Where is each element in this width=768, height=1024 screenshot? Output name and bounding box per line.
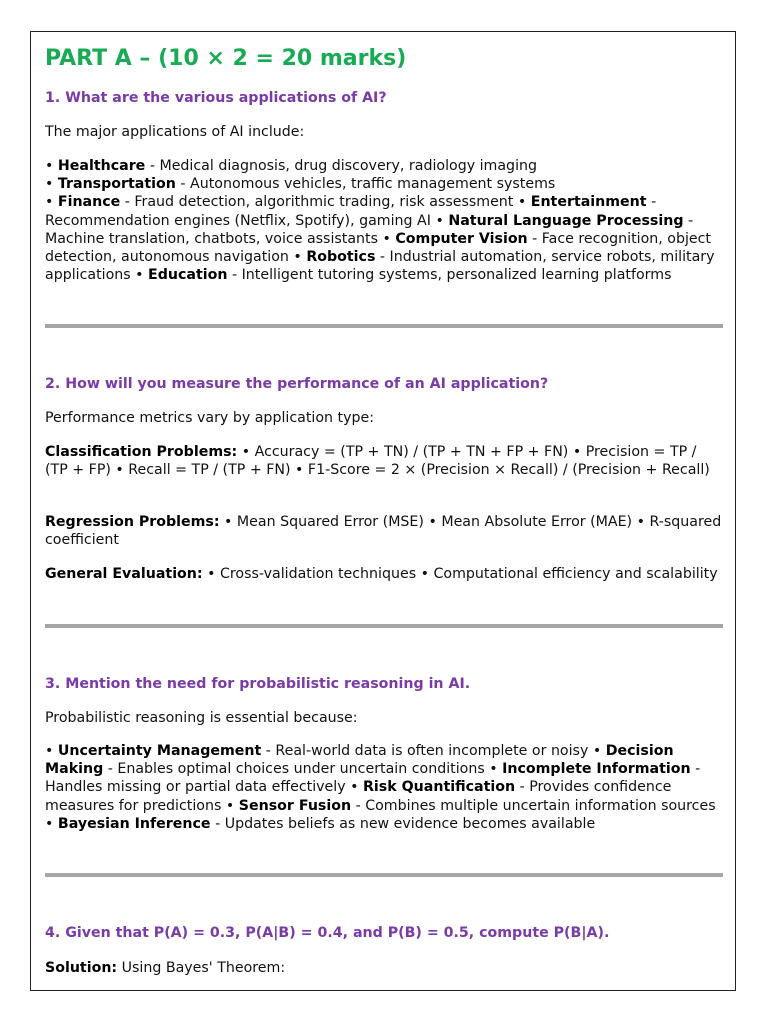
- group-text: • Cross-validation techniques • Computational efficiency and scalability: [202, 566, 718, 582]
- question-2-intro-block: [45, 409, 723, 427]
- question-1-answer: [45, 157, 723, 284]
- page-title: PART A – (10 × 2 = 20 marks): [45, 46, 407, 71]
- list-item-text: - Intelligent tutoring systems, personalized learning platforms: [227, 267, 672, 284]
- list-item-term: Risk Quantification: [363, 779, 516, 796]
- question-1-intro-block: [45, 123, 723, 141]
- group-label: General Evaluation:: [45, 566, 203, 582]
- list-item-text: - Medical diagnosis, drug discovery, radiology imaging: [145, 158, 538, 174]
- list-item-term: Robotics: [306, 249, 376, 266]
- question-2-group-3: [45, 565, 723, 583]
- section-divider: [45, 873, 723, 877]
- question-2: [45, 376, 723, 392]
- list-item-term: Healthcare: [57, 158, 146, 174]
- list-item-text: - Real-world data is often incomplete or noisy: [261, 743, 589, 759]
- list-item-text: - Machine translation, chatbots, voice assistants: [45, 212, 694, 247]
- list-item-text: - Industrial automation, service robots, military applications: [45, 249, 715, 284]
- question-3-heading: 3. Mention the need for probabilistic reasoning in AI.: [45, 676, 471, 692]
- question-1-list: • Healthcare - Medical diagnosis, drug discovery, radiology imaging • Transportation - Autonomous vehicles, traffic management systems • Finance - Fraud detection, algorithmic trading, risk assessment • Entertainment - Recommendation engines (Netflix, Spotify), gaming AI • Natural Language Processing - Machine translation, chatbots, voice assistants • Computer Vision - Face recognition, object detection, autonomous navigation • Robotics - Industrial automation, service robots, military applications • Education - Intelligent tutoring systems, personalized learning platforms: [45, 158, 715, 284]
- list-item-text: - Fraud detection, algorithmic trading, risk assessment: [120, 194, 514, 211]
- question-2-group-1: [45, 443, 723, 479]
- question-2-heading: 2. How will you measure the performance of an AI application?: [45, 376, 549, 392]
- question-1-intro: The major applications of AI include:: [45, 124, 305, 140]
- question-4-heading: 4. Given that P(A) = 0.3, P(A|B) = 0.4, and P(B) = 0.5, compute P(B|A).: [45, 925, 610, 941]
- list-item-text: - Combines multiple uncertain information sources: [351, 797, 716, 814]
- list-item-term: Uncertainty Management: [57, 743, 262, 759]
- question-2-intro: Performance metrics vary by application type:: [45, 410, 374, 426]
- list-item-text: - Autonomous vehicles, traffic management systems: [175, 176, 556, 193]
- group-text: • Mean Squared Error (MSE) • Mean Absolute Error (MAE) • R-squared coefficient: [45, 514, 722, 549]
- list-item-term: Bayesian Inference: [57, 815, 211, 832]
- list-item-term: Sensor Fusion: [238, 797, 352, 814]
- list-item-term: Entertainment: [530, 194, 647, 211]
- list-item-text: - Updates beliefs as new evidence becomes available: [210, 815, 596, 832]
- question-4: [45, 925, 723, 941]
- section-divider: [45, 624, 723, 628]
- list-item-term: Transportation: [57, 176, 176, 193]
- question-3-intro: Probabilistic reasoning is essential because:: [45, 710, 358, 726]
- question-3-list: • Uncertainty Management - Real-world data is often incomplete or noisy • Decision Making - Enables optimal choices under uncertain conditions • Incomplete Information - Handles missing or partial data effectively • Risk Quantification - Provides confidence measures for predictions • Sensor Fusion - Combines multiple uncertain information sources • Bayesian Inference - Updates beliefs as new evidence becomes available: [45, 743, 716, 832]
- solution-text: Using Bayes' Theorem:: [117, 960, 286, 976]
- solution-label: Solution:: [45, 960, 118, 976]
- question-3-answer: [45, 742, 723, 833]
- question-3-intro-block: [45, 709, 723, 727]
- list-item-text: - Recommendation engines (Netflix, Spotify), gaming AI: [45, 194, 657, 229]
- question-1: [45, 90, 723, 106]
- list-item-term: Education: [148, 267, 228, 284]
- group-label: Regression Problems:: [45, 514, 220, 530]
- list-item-text: - Face recognition, object detection, autonomous navigation: [45, 230, 711, 266]
- question-3: [45, 676, 723, 692]
- list-item-term: Finance: [57, 194, 121, 211]
- list-item-term: Incomplete Information: [502, 761, 691, 778]
- list-item-term: Natural Language Processing: [448, 212, 684, 229]
- question-2-group-2: [45, 513, 723, 549]
- list-item-text: - Handles missing or partial data effectively: [45, 761, 701, 796]
- question-4-solution: [45, 959, 723, 977]
- group-text: • Accuracy = (TP + TN) / (TP + TN + FP + FN) • Precision = TP / (TP + FP) • Recall = TP / (TP + FN) • F1-Score = 2 × (Precision × Recall) / (Precision + Recall): [45, 444, 710, 479]
- group-label: Classification Problems:: [45, 444, 238, 460]
- list-item-term: Computer Vision: [395, 230, 528, 247]
- question-1-heading: 1. What are the various applications of AI?: [45, 90, 387, 106]
- list-item-text: - Enables optimal choices under uncertain conditions: [103, 761, 485, 778]
- list-item-text: - Provides confidence measures for predictions: [45, 779, 672, 814]
- list-item-term: Decision Making: [45, 743, 674, 778]
- document-page: [30, 31, 736, 991]
- section-divider: [45, 324, 723, 328]
